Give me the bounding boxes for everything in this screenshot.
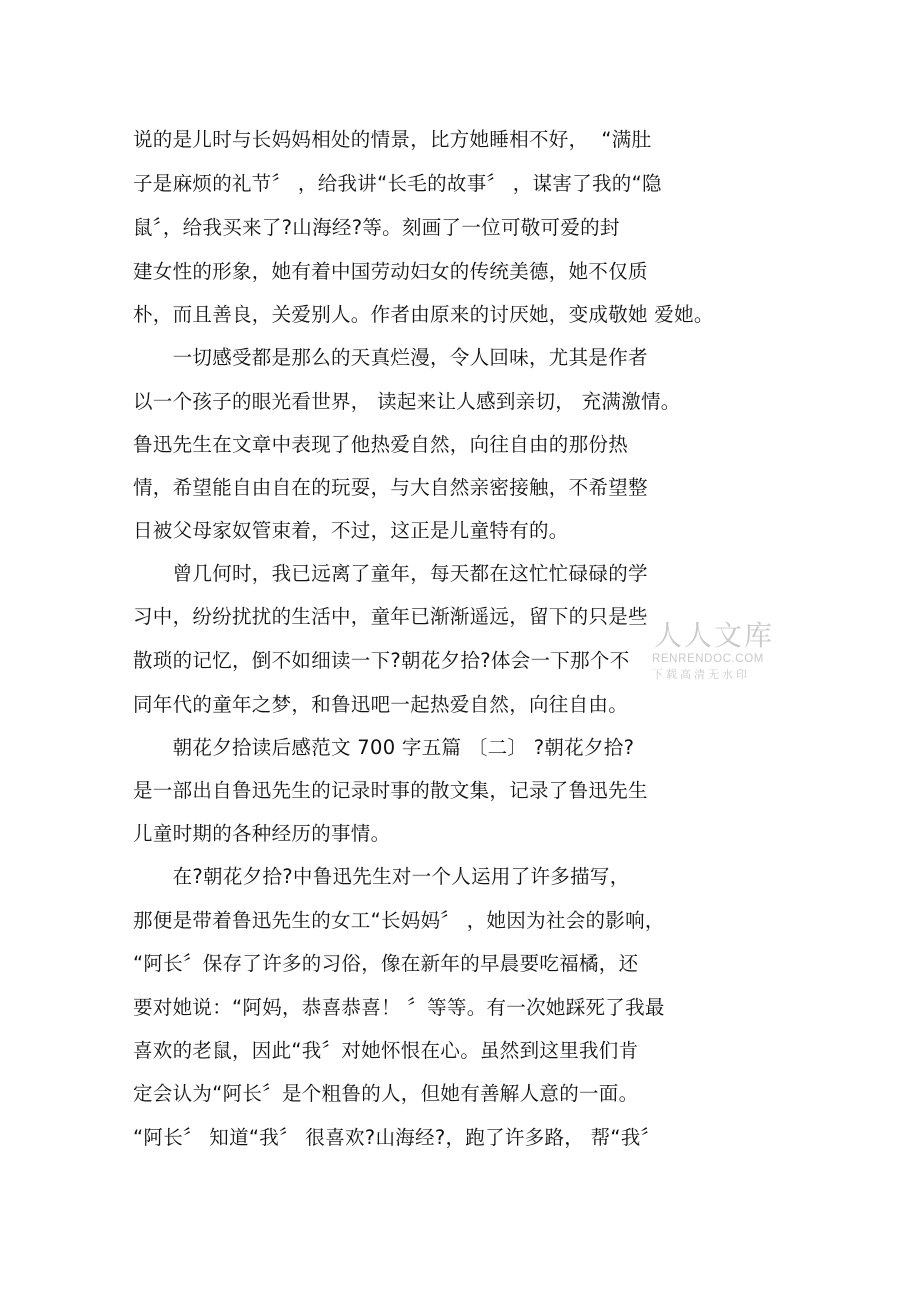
text-line: 一切感受都是那么的天真烂漫，令人回味，尤其是作者 [133, 346, 648, 369]
text-line: 子是麻烦的礼节〞 ，给我讲“长毛的故事〞 ，谋害了我的“隐 [133, 172, 662, 195]
text-line: 喜欢的老鼠，因此“我〞对她怀恨在心。虽然到这里我们肯 [133, 1039, 639, 1062]
text-line: 日被父母家奴管束着，不过，这正是儿童特有的。 [133, 519, 569, 542]
text-line: 同年代的童年之梦，和鲁迅吧一起热爱自然，向往自由。 [133, 693, 629, 716]
text-line: 鼠〞，给我买来了?山海经?等。刻画了一位可敬可爱的封 [133, 216, 620, 239]
text-line: 习中，纷纷扰扰的生活中，童年已渐渐遥远，留下的只是些 [133, 605, 648, 628]
text-line: 定会认为“阿长〞是个粗鲁的人，但她有善解人意的一面。 [133, 1082, 639, 1105]
text-line: 朝花夕拾读后感范文 700 字五篇 〔二〕 ?朝花夕拾? [133, 736, 635, 759]
text-line: 那便是带着鲁迅先生的女工“长妈妈〞 ，她因为社会的影响， [133, 909, 665, 932]
text-line: 在?朝花夕拾?中鲁迅先生对一个人运用了许多描写， [133, 865, 630, 888]
text-line: 散琐的记忆，倒不如细读一下?朝花夕拾?体会一下那个不 [133, 649, 630, 672]
text-line: “阿长〞保存了许多的习俗，像在新年的早晨要吃福橘，还 [133, 952, 639, 975]
text-line: 建女性的形象，她有着中国劳动妇女的传统美德，她不仅质 [133, 260, 648, 283]
text-line: “阿长〞 知道“我〞 很喜欢?山海经?，跑了许多路， 帮“我〞 [133, 1126, 661, 1149]
watermark-title: 人人文库 [654, 619, 775, 652]
text-line: 儿童时期的各种经历的事情。 [133, 822, 391, 845]
text-line: 鲁迅先生在文章中表现了他热爱自然，向往自由的那份热 [133, 433, 629, 456]
text-line: 以一个孩子的眼光看世界， 读起来让人感到亲切， 充满激情。 [133, 390, 681, 413]
text-line: 要对她说：“阿妈，恭喜恭喜！ 〞等等。有一次她踩死了我最 [133, 996, 665, 1019]
text-line: 说的是儿时与长妈妈相处的情景，比方她睡相不好， “满肚 [133, 128, 652, 151]
watermark-logo [640, 620, 780, 684]
text-line: 情，希望能自由自在的玩耍，与大自然亲密接触，不希望整 [133, 476, 648, 499]
text-line: 曾几何时，我已远离了童年，每天都在这忙忙碌碌的学 [133, 562, 648, 585]
text-line: 是一部出自鲁迅先生的记录时事的散文集，记录了鲁迅先生 [133, 779, 648, 802]
watermark-domain: RENRENDOC.COM [652, 653, 764, 665]
text-line: 朴，而且善良，关爱别人。作者由原来的讨厌她，变成敬她 爱她。 [133, 303, 714, 326]
watermark-slogan: 下载高清无水印 [652, 668, 750, 681]
